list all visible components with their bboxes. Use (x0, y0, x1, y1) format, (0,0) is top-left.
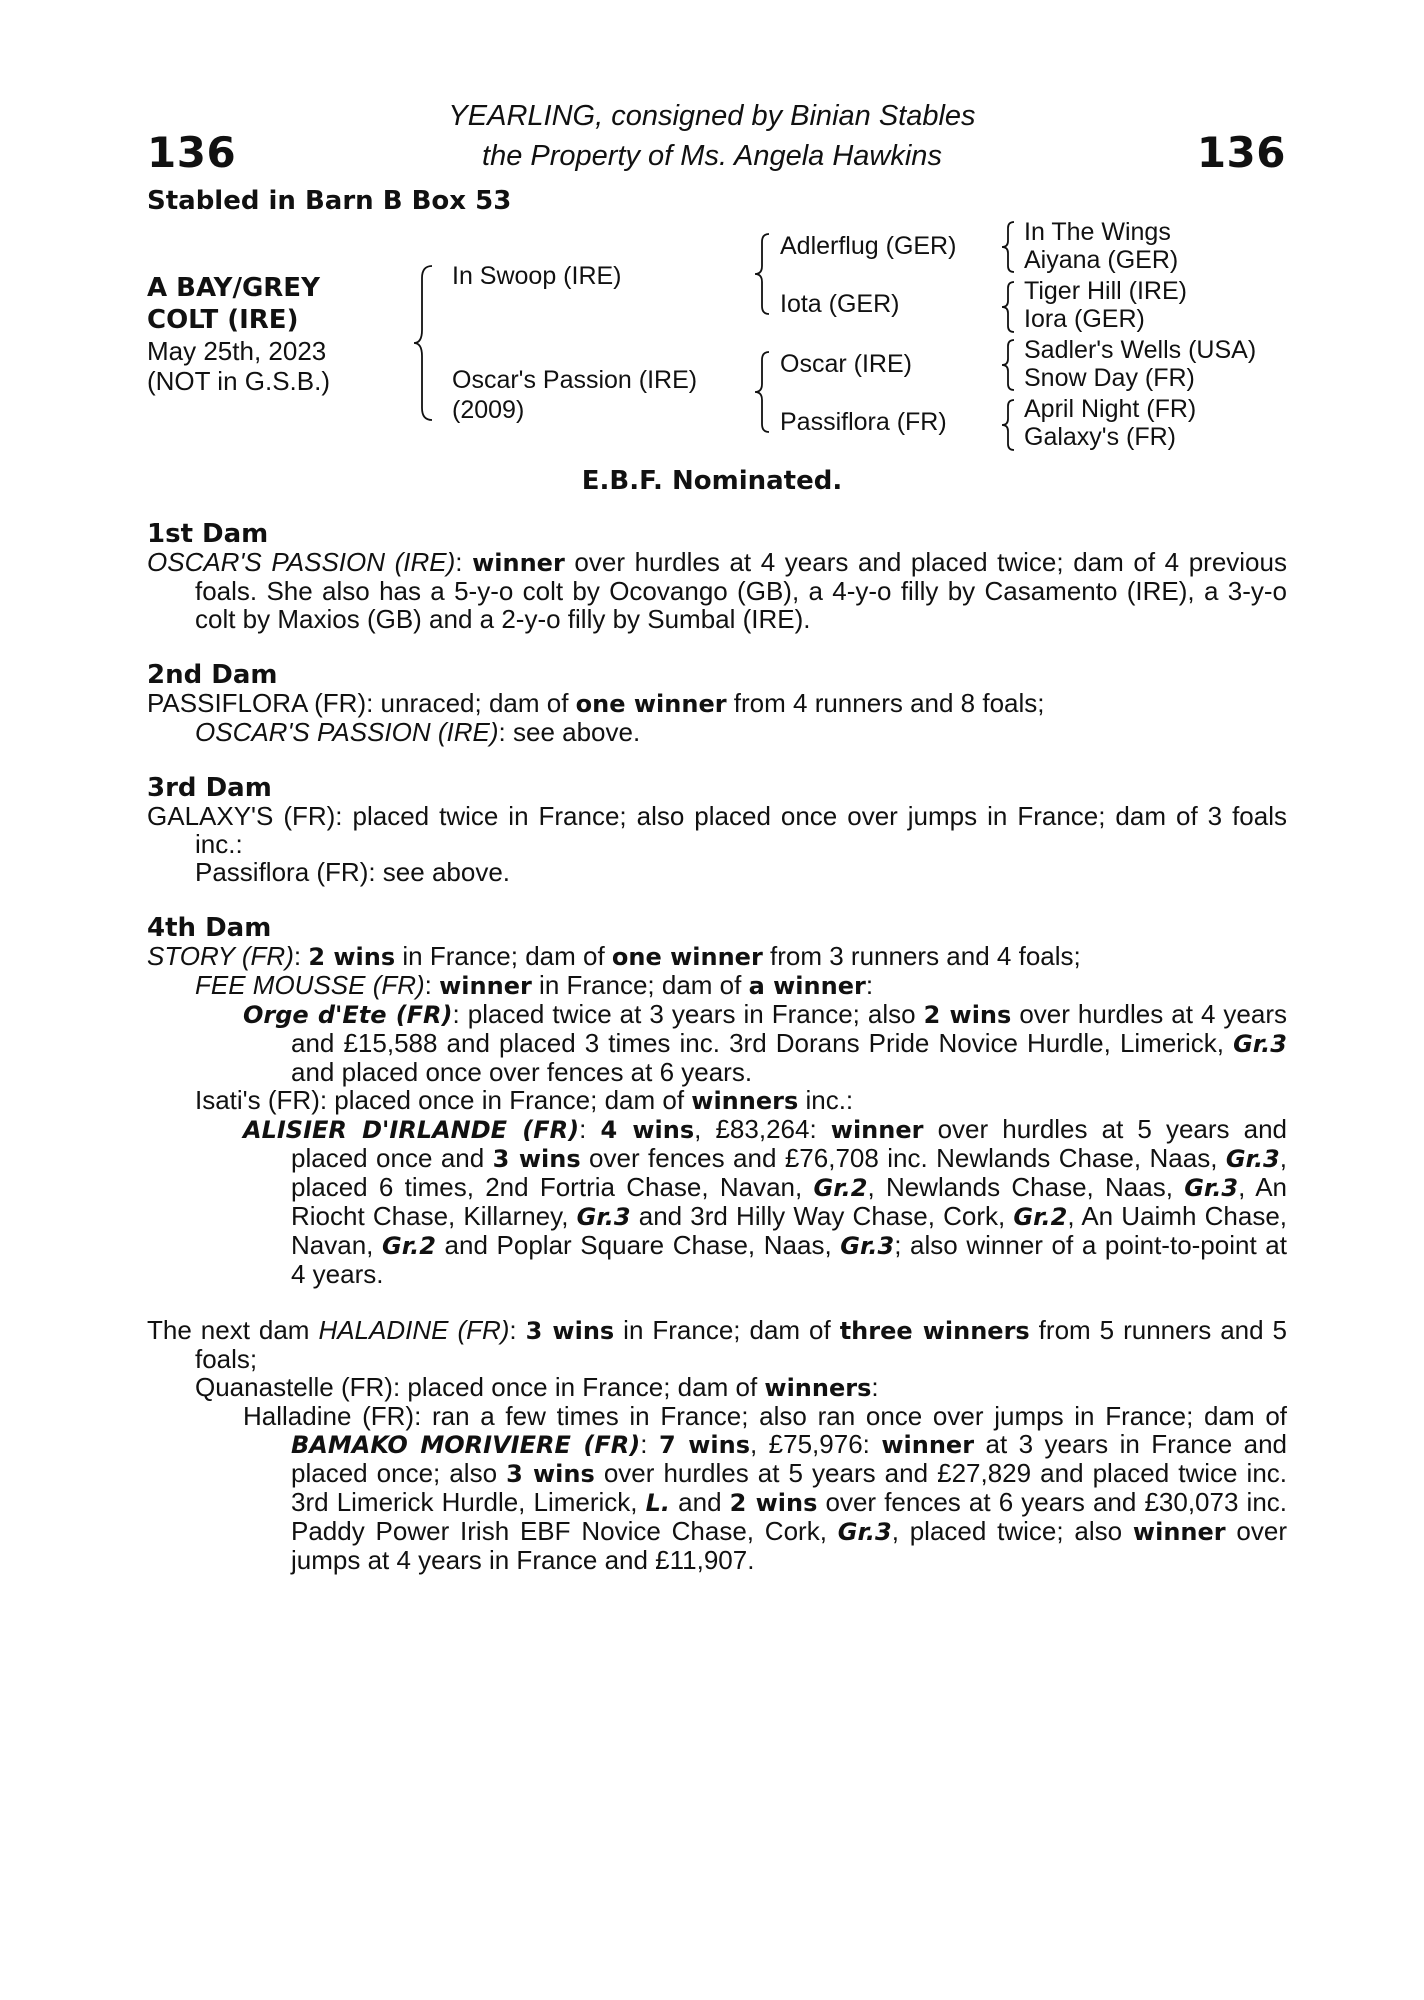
consignment-line-2: the Property of Ms. Angela Hawkins (482, 140, 942, 172)
pedigree-brace-sire (753, 232, 773, 316)
catalogue-body (147, 520, 1287, 1574)
pedigree-g3-5: Sadler's Wells (USA) (1024, 336, 1257, 364)
isatis-entry: Isati's (FR): placed once in France; dam of winners inc.: (195, 1085, 854, 1115)
pedigree-sire-dam: Iota (GER) (780, 290, 900, 318)
pedigree-brace-dam (753, 350, 773, 434)
pedigree-brace-main (412, 264, 436, 422)
consignment-line-1: YEARLING, consigned by Binian Stables (448, 100, 976, 132)
horse-sex: COLT (IRE) (147, 305, 299, 335)
consignment-info (0, 96, 1424, 176)
third-dam-entry: GALAXY'S (FR): placed twice in France; also placed once over jumps in France; dam of 3 foals inc.: (147, 801, 1287, 859)
fourth-dam-entry: STORY (FR): 2 wins in France; dam of one winner from 3 runners and 4 foals; (147, 941, 1081, 971)
pedigree-dam-dam: Passiflora (FR) (780, 408, 947, 436)
fourth-dam-heading: 4th Dam (147, 913, 272, 943)
quanastelle-entry: Quanastelle (FR): placed once in France; dam of winners: (195, 1372, 879, 1402)
pedigree-sire-sire: Adlerflug (GER) (780, 232, 957, 260)
second-dam-entry: PASSIFLORA (FR): unraced; dam of one winner from 4 runners and 8 foals; (147, 688, 1045, 718)
pedigree-g3-4: Iora (GER) (1024, 305, 1145, 333)
pedigree-brace-g2 (1000, 280, 1018, 334)
halladine-entry: Halladine (FR): ran a few times in France; also ran once over jumps in France; dam of BAMAKO MORIVIERE (FR): 7 wins, £75,976: winner at 3 years in France and placed once; also 3 wins over hurdles at 5 years and £27,829 and placed twice inc. 3rd Limerick Hurdle, Limerick, L. and 2 wins over fences at 6 years and £30,073 inc. Paddy Power Irish EBF Novice Chase, Cork, Gr.3, placed twice; also winner over jumps at 4 years in France and £11,907. (243, 1401, 1288, 1575)
pedigree-g3-3: Tiger Hill (IRE) (1024, 277, 1187, 305)
first-dam-heading: 1st Dam (147, 519, 269, 549)
foaling-date: May 25th, 2023 (147, 336, 327, 366)
first-dam-entry: OSCAR'S PASSION (IRE): winner over hurdles at 4 years and placed twice; dam of 4 previous foals. She also has a 5-y-o colt by Ocovango (GB), a 4-y-o filly by Casamento (IRE), a 3-y-o colt by Maxios (GB) and a 2-y-o filly by Sumbal (IRE). (147, 547, 1287, 634)
orge-d-ete-entry: Orge d'Ete (FR): placed twice at 3 years in France; also 2 wins over hurdles at 4 years and £15,588 and placed 3 times inc. 3rd Dorans Pride Novice Hurdle, Limerick, Gr.3 and placed once over fences at 6 years. (243, 999, 1288, 1087)
stabling-info: Stabled in Barn B Box 53 (147, 186, 512, 216)
pedigree-g3-8: Galaxy's (FR) (1024, 423, 1177, 451)
lot-number-left: 136 (147, 128, 237, 177)
next-dam-entry: The next dam HALADINE (FR): 3 wins in France; dam of three winners from 5 runners and 5 foals; (147, 1315, 1288, 1374)
second-dam-produce: OSCAR'S PASSION (IRE): see above. (195, 717, 641, 747)
pedigree-g3-6: Snow Day (FR) (1024, 364, 1195, 392)
pedigree-brace-g3 (1000, 338, 1018, 392)
pedigree-dam-sire: Oscar (IRE) (780, 350, 912, 378)
horse-description (147, 272, 330, 396)
pedigree-brace-g1 (1000, 220, 1018, 274)
pedigree-g3-1: In The Wings (1024, 218, 1171, 246)
pedigree-g3-7: April Night (FR) (1024, 395, 1197, 423)
alisier-dirlande-entry: ALISIER D'IRLANDE (FR): 4 wins, £83,264: winner over hurdles at 5 years and placed once and 3 wins over fences and £76,708 inc. Newlands Chase, Naas, Gr.3, placed 6 times, 2nd Fortria Chase, Navan, Gr.2, Newlands Chase, Naas, Gr.3, An Riocht Chase, Killarney, Gr.3 and 3rd Hilly Way Chase, Cork, Gr.2, An Uaimh Chase, Navan, Gr.2 and Poplar Square Chase, Naas, Gr.3; also winner of a point-to-point at 4 years. (243, 1114, 1288, 1289)
pedigree-brace-g4 (1000, 398, 1018, 452)
horse-colour: A BAY/GREY (147, 273, 320, 303)
gsb-status: (NOT in G.S.B.) (147, 366, 330, 396)
pedigree-g3-2: Aiyana (GER) (1024, 246, 1179, 274)
ebf-nomination: E.B.F. Nominated. (581, 466, 843, 496)
third-dam-produce: Passiflora (FR): see above. (195, 857, 511, 887)
pedigree-dam: Oscar's Passion (IRE) (452, 366, 698, 394)
third-dam-heading: 3rd Dam (147, 773, 272, 803)
pedigree-sire: In Swoop (IRE) (452, 262, 622, 290)
first-dam-name: OSCAR'S PASSION (IRE) (147, 547, 456, 577)
lot-number-right: 136 (1196, 128, 1286, 177)
second-dam-heading: 2nd Dam (147, 660, 278, 690)
fee-mousse-entry: FEE MOUSSE (FR): winner in France; dam of a winner: (195, 970, 874, 1000)
pedigree-dam-year: (2009) (452, 396, 525, 424)
